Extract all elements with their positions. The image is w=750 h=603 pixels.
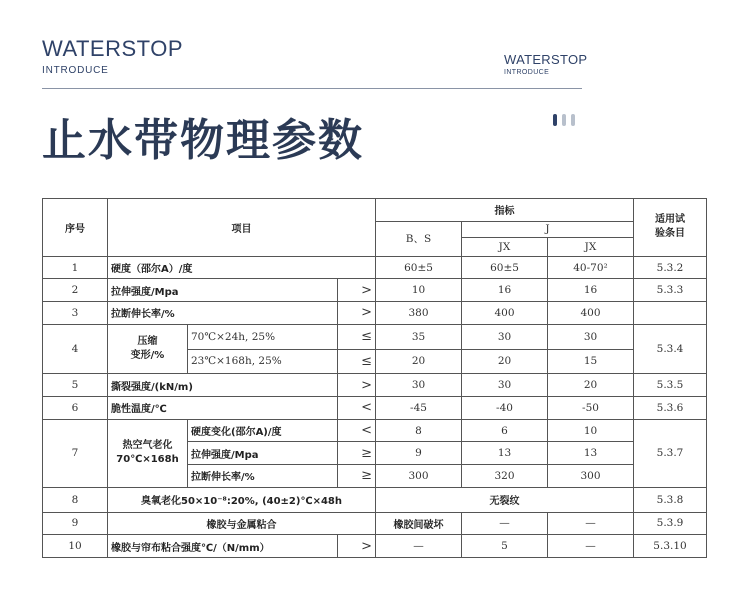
table-row bbox=[43, 279, 707, 302]
row-value: 无裂纹 bbox=[376, 487, 634, 512]
row-item: 拉断伸长率/% bbox=[108, 302, 338, 325]
row-jx2: -50 bbox=[548, 397, 634, 420]
row-symbol: < bbox=[338, 397, 376, 420]
table-row bbox=[43, 535, 707, 558]
row-bs: — bbox=[376, 535, 462, 558]
table-row bbox=[43, 324, 707, 349]
table-row bbox=[43, 419, 707, 442]
row-jx1: 30 bbox=[462, 324, 548, 349]
row-jx1: — bbox=[462, 512, 548, 535]
row-jx2: 13 bbox=[548, 442, 634, 465]
decorative-bars-icon bbox=[553, 114, 575, 126]
row-group: 热空气老化 70℃×168h bbox=[108, 419, 188, 487]
header-bs: B、S bbox=[376, 221, 462, 256]
row-symbol: ≤ bbox=[338, 324, 376, 349]
row-jx2: 15 bbox=[548, 349, 634, 374]
row-bs: 8 bbox=[376, 419, 462, 442]
row-no: 3 bbox=[43, 302, 108, 325]
row-clause: 5.3.6 bbox=[634, 397, 707, 420]
row-jx2: 20 bbox=[548, 374, 634, 397]
row-bs: 30 bbox=[376, 374, 462, 397]
row-jx1: 20 bbox=[462, 349, 548, 374]
brand-subtitle-small: INTRODUCE bbox=[504, 69, 550, 76]
row-clause bbox=[634, 302, 707, 325]
row-item: 撕裂强度/(kN/m) bbox=[108, 374, 338, 397]
row-jx2: 40-70² bbox=[548, 256, 634, 279]
row-jx2: 30 bbox=[548, 324, 634, 349]
row-bs: -45 bbox=[376, 397, 462, 420]
table-header-row bbox=[43, 199, 707, 222]
header-jx: JX bbox=[462, 238, 548, 257]
row-bs: 60±5 bbox=[376, 256, 462, 279]
row-item: 拉断伸长率/% bbox=[188, 465, 338, 488]
header-item: 项目 bbox=[108, 199, 376, 257]
row-jx2: — bbox=[548, 512, 634, 535]
row-no: 7 bbox=[43, 419, 108, 487]
header-no: 序号 bbox=[43, 199, 108, 257]
row-symbol: < bbox=[338, 419, 376, 442]
table-row bbox=[43, 512, 707, 535]
header-divider bbox=[42, 88, 582, 89]
row-item: 拉伸强度/Mpa bbox=[108, 279, 338, 302]
row-jx1: -40 bbox=[462, 397, 548, 420]
row-no: 2 bbox=[43, 279, 108, 302]
row-no: 8 bbox=[43, 487, 108, 512]
row-item: 橡胶与帘布粘合强度℃/（N/mm） bbox=[108, 535, 338, 558]
row-item: 橡胶与金属粘合 bbox=[108, 512, 376, 535]
row-jx1: 320 bbox=[462, 465, 548, 488]
row-bs: 20 bbox=[376, 349, 462, 374]
row-bs: 9 bbox=[376, 442, 462, 465]
header-jx: JX bbox=[548, 238, 634, 257]
row-no: 5 bbox=[43, 374, 108, 397]
row-jx1: 6 bbox=[462, 419, 548, 442]
row-jx1: 60±5 bbox=[462, 256, 548, 279]
row-clause: 5.3.7 bbox=[634, 419, 707, 487]
row-clause: 5.3.10 bbox=[634, 535, 707, 558]
header-j: J bbox=[462, 221, 634, 238]
row-jx2: 10 bbox=[548, 419, 634, 442]
row-symbol: > bbox=[338, 302, 376, 325]
brand-title: WATERSTOP bbox=[42, 36, 183, 61]
row-jx1: 5 bbox=[462, 535, 548, 558]
row-jx1: 30 bbox=[462, 374, 548, 397]
row-item: 拉伸强度/Mpa bbox=[188, 442, 338, 465]
row-symbol: ≥ bbox=[338, 442, 376, 465]
row-bs: 橡胶间破坏 bbox=[376, 512, 462, 535]
row-symbol: ≤ bbox=[338, 349, 376, 374]
row-symbol: > bbox=[338, 279, 376, 302]
row-symbol: ≥ bbox=[338, 465, 376, 488]
row-jx2: 300 bbox=[548, 465, 634, 488]
table-row bbox=[43, 374, 707, 397]
row-symbol: > bbox=[338, 374, 376, 397]
row-jx1: 13 bbox=[462, 442, 548, 465]
row-clause: 5.3.4 bbox=[634, 324, 707, 374]
row-clause: 5.3.3 bbox=[634, 279, 707, 302]
row-no: 6 bbox=[43, 397, 108, 420]
row-jx2: — bbox=[548, 535, 634, 558]
row-item: 硬度变化(邵尔A)/度 bbox=[188, 419, 338, 442]
row-clause: 5.3.9 bbox=[634, 512, 707, 535]
page-title: 止水带物理参数 bbox=[42, 115, 364, 166]
table-row bbox=[43, 397, 707, 420]
brand-subtitle: INTRODUCE bbox=[42, 65, 109, 76]
brand-title-small: WATERSTOP bbox=[504, 52, 588, 67]
row-bs: 380 bbox=[376, 302, 462, 325]
header-clause: 适用试 验条目 bbox=[634, 199, 707, 257]
table-row bbox=[43, 256, 707, 279]
row-bs: 10 bbox=[376, 279, 462, 302]
row-item: 硬度（邵尔A）/度 bbox=[108, 256, 376, 279]
table-row bbox=[43, 487, 707, 512]
row-clause: 5.3.5 bbox=[634, 374, 707, 397]
row-jx1: 400 bbox=[462, 302, 548, 325]
row-jx2: 400 bbox=[548, 302, 634, 325]
row-item: 脆性温度/℃ bbox=[108, 397, 338, 420]
row-no: 9 bbox=[43, 512, 108, 535]
row-clause: 5.3.2 bbox=[634, 256, 707, 279]
row-bs: 300 bbox=[376, 465, 462, 488]
row-bs: 35 bbox=[376, 324, 462, 349]
row-group: 压缩 变形/% bbox=[108, 324, 188, 374]
table-row bbox=[43, 302, 707, 325]
row-jx1: 16 bbox=[462, 279, 548, 302]
row-clause: 5.3.8 bbox=[634, 487, 707, 512]
row-item: 臭氧老化50×10⁻⁸:20%, (40±2)℃×48h bbox=[108, 487, 376, 512]
parameters-table bbox=[42, 198, 707, 558]
row-item: 23℃×168h, 25% bbox=[188, 349, 338, 374]
row-no: 4 bbox=[43, 324, 108, 374]
row-symbol: > bbox=[338, 535, 376, 558]
row-no: 1 bbox=[43, 256, 108, 279]
header-index: 指标 bbox=[376, 199, 634, 222]
row-jx2: 16 bbox=[548, 279, 634, 302]
row-item: 70℃×24h, 25% bbox=[188, 324, 338, 349]
row-no: 10 bbox=[43, 535, 108, 558]
